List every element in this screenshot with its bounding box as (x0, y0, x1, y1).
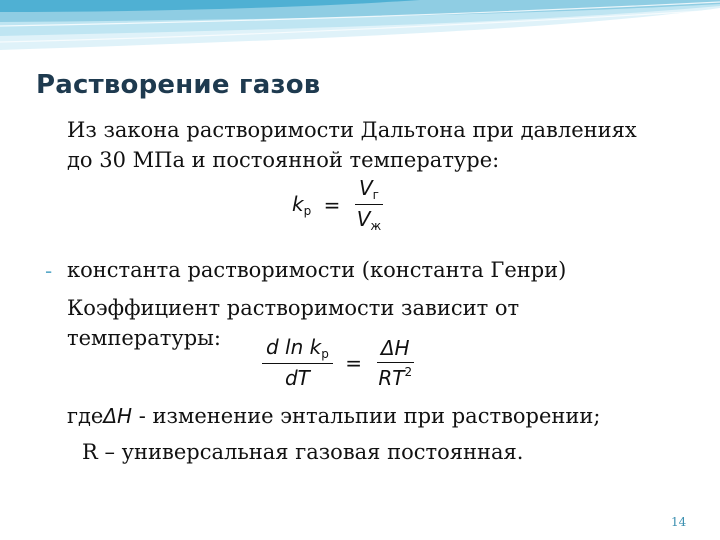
delta-h-line (67, 401, 600, 431)
coefficient-line-2: температуры: (67, 326, 221, 350)
vant-hoff-num-sub: p (321, 347, 329, 361)
intro-line-1: Из закона растворимости Дальтона при давлениях (67, 118, 637, 142)
dalton-numerator-sub: г (372, 188, 379, 202)
slide-title: Растворение газов (36, 70, 321, 100)
henry-constant-line: константа растворимости (константа Генри) (67, 258, 567, 282)
bullet-marker: - (45, 259, 53, 283)
vant-hoff-num-var: k (309, 335, 322, 359)
coefficient-line-1: Коэффициент растворимости зависит от (67, 296, 520, 320)
where-prefix: где (67, 404, 104, 428)
dalton-denominator-sub: ж (370, 219, 382, 233)
vant-hoff-rhs-den-sup: 2 (404, 364, 413, 379)
vant-hoff-lhs-fraction (262, 335, 333, 390)
vant-hoff-rhs-den: RT (378, 365, 405, 390)
gas-constant-line: R – универсальная газовая постоянная. (82, 440, 524, 464)
dalton-denominator: V (356, 207, 371, 231)
vant-hoff-rhs-num: ΔH (380, 335, 410, 360)
vant-hoff-denominator: dT (284, 366, 310, 390)
delta-h-description: - изменение энтальпии при растворении; (132, 404, 601, 428)
page-number: 14 (671, 515, 687, 529)
dalton-fraction (353, 176, 386, 233)
dalton-lhs-sub: р (303, 203, 312, 218)
vant-hoff-num-prefix: d ln (266, 335, 310, 359)
dalton-formula (292, 176, 385, 233)
dalton-lhs: k (292, 191, 304, 216)
dalton-numerator: V (358, 176, 373, 200)
vant-hoff-equals: = (345, 350, 362, 375)
vant-hoff-formula (262, 335, 416, 390)
dalton-equals: = (323, 192, 341, 217)
delta-h-symbol: ΔH (103, 404, 133, 428)
intro-line-2: до 30 МПа и постоянной температуре: (67, 148, 500, 172)
vant-hoff-rhs-fraction (374, 336, 416, 390)
header-wave-decoration (0, 0, 720, 80)
